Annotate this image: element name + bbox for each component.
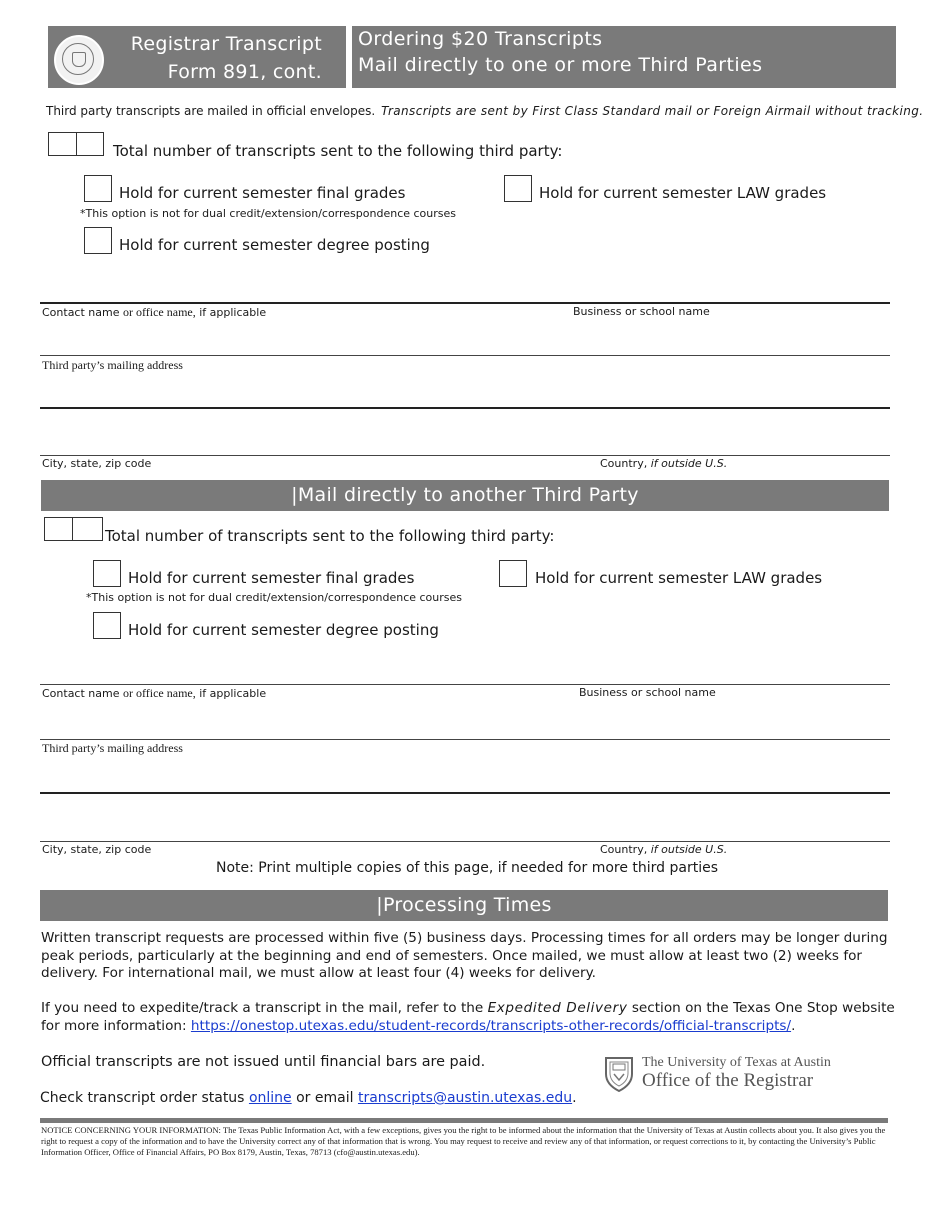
- ut-shield-logo-icon: [604, 1056, 634, 1092]
- processing-paragraph: Written transcript requests are processed within five (5) business days. Processing times for all orders may be longer during peak periods, particularly at the beginning and end of semesters. Once mailed, we must allow at least two (2) weeks for delivery. For international mail, we must allow at least four (4) weeks for delivery.: [41, 930, 888, 982]
- hold-final-note-2: *This option is not for dual credit/extension/correspondence courses: [86, 591, 463, 604]
- contact-label-1: Contact name or office name, if applicable: [42, 305, 267, 319]
- note-copies: Note: Print multiple copies of this page, if needed for more third parties: [216, 860, 719, 876]
- hold-final-checkbox-2[interactable]: [93, 560, 121, 587]
- city-field-1[interactable]: [40, 455, 890, 456]
- address-line2-field-2[interactable]: [40, 792, 890, 794]
- hold-degree-checkbox-1[interactable]: [84, 227, 112, 254]
- band-another-third-party: |Mail directly to another Third Party: [41, 480, 889, 511]
- hold-final-note-1: *This option is not for dual credit/extension/correspondence courses: [80, 207, 457, 220]
- country-label-1: Country, if outside U.S.: [600, 457, 728, 470]
- transcript-count-input-1[interactable]: [48, 132, 104, 156]
- address-field-1[interactable]: [40, 355, 890, 356]
- hold-final-checkbox-1[interactable]: [84, 175, 112, 202]
- status-line: Check transcript order status online or email transcripts@austin.utexas.edu.: [40, 1090, 577, 1106]
- footer-divider: [40, 1118, 888, 1123]
- hold-final-label-1: Hold for current semester final grades: [119, 184, 406, 202]
- section-title: Ordering $20 Transcripts: [358, 28, 603, 50]
- expedite-paragraph: If you need to expedite/track a transcript in the mail, refer to the Expedited Delivery section on the Texas One Stop website for more information: https://onestop.utexas.edu/student-records/transcripts-other-records/official-transcripts/.: [41, 1000, 895, 1034]
- hold-degree-label-1: Hold for current semester degree posting: [119, 236, 430, 254]
- business-label-2: Business or school name: [579, 686, 716, 699]
- contact-name-field-1[interactable]: [40, 302, 890, 304]
- count-label-2: Total number of transcripts sent to the following third party:: [105, 527, 555, 545]
- intro-text: [46, 104, 923, 118]
- financial-bars-note: Official transcripts are not issued until financial bars are paid.: [41, 1054, 486, 1070]
- contact-name-field-2[interactable]: [40, 684, 890, 685]
- city-label-1: City, state, zip code: [42, 457, 152, 470]
- onestop-link[interactable]: https://onestop.utexas.edu/student-records/transcripts-other-records/official-transcripts/: [190, 1017, 792, 1034]
- logo-registrar-text: Office of the Registrar: [642, 1070, 814, 1091]
- hold-degree-label-2: Hold for current semester degree posting: [128, 621, 439, 639]
- band-processing-times: |Processing Times: [40, 890, 888, 921]
- legal-notice: NOTICE CONCERNING YOUR INFORMATION: The Texas Public Information Act, with a few exceptions, gives you the right to be informed about the information that the University of Texas at Austin collects about you. It also gives you the right to request a copy of the information and to have the University correct any of that information that is wrong. You may request to receive and review any of that information, or request corrections to it, by contacting the University’s Public Information Officer, Office of Financial Affairs, PO Box 8179, Austin, Texas, 78713 (cfo@austin.utexas.edu).: [41, 1125, 886, 1157]
- address-label-1: Third party’s mailing address: [42, 358, 183, 372]
- hold-law-checkbox-2[interactable]: [499, 560, 527, 587]
- city-field-2[interactable]: [40, 841, 890, 842]
- intro-italic: Transcripts are sent by First Class Standard mail or Foreign Airmail without tracking.: [381, 104, 924, 118]
- intro-plain: Third party transcripts are mailed in official envelopes.: [46, 104, 376, 118]
- hold-degree-checkbox-2[interactable]: [93, 612, 121, 639]
- form-number: Form 891, cont.: [167, 61, 322, 83]
- header-section-block: [352, 26, 896, 88]
- section-subtitle: Mail directly to one or more Third Parties: [358, 54, 763, 76]
- hold-law-checkbox-1[interactable]: [504, 175, 532, 202]
- online-status-link[interactable]: online: [248, 1090, 292, 1106]
- form-title: Registrar Transcript: [130, 33, 322, 55]
- hold-law-label-1: Hold for current semester LAW grades: [539, 184, 827, 202]
- business-label-1: Business or school name: [573, 305, 710, 318]
- hold-law-label-2: Hold for current semester LAW grades: [535, 569, 823, 587]
- email-link[interactable]: transcripts@austin.utexas.edu: [357, 1090, 573, 1106]
- form-title-block: [131, 30, 322, 86]
- address-line2-field-1[interactable]: [40, 407, 890, 409]
- header-form-block: [48, 26, 346, 88]
- address-field-2[interactable]: [40, 739, 890, 740]
- country-label-2: Country, if outside U.S.: [600, 843, 728, 856]
- hold-final-label-2: Hold for current semester final grades: [128, 569, 415, 587]
- logo-university-text: The University of Texas at Austin: [642, 1055, 831, 1070]
- contact-label-2: Contact name or office name, if applicable: [42, 686, 267, 700]
- university-seal-icon: [54, 35, 104, 85]
- transcript-count-input-2[interactable]: [44, 517, 103, 541]
- address-label-2: Third party’s mailing address: [42, 741, 183, 755]
- count-label-1: Total number of transcripts sent to the following third party:: [113, 142, 563, 160]
- city-label-2: City, state, zip code: [42, 843, 152, 856]
